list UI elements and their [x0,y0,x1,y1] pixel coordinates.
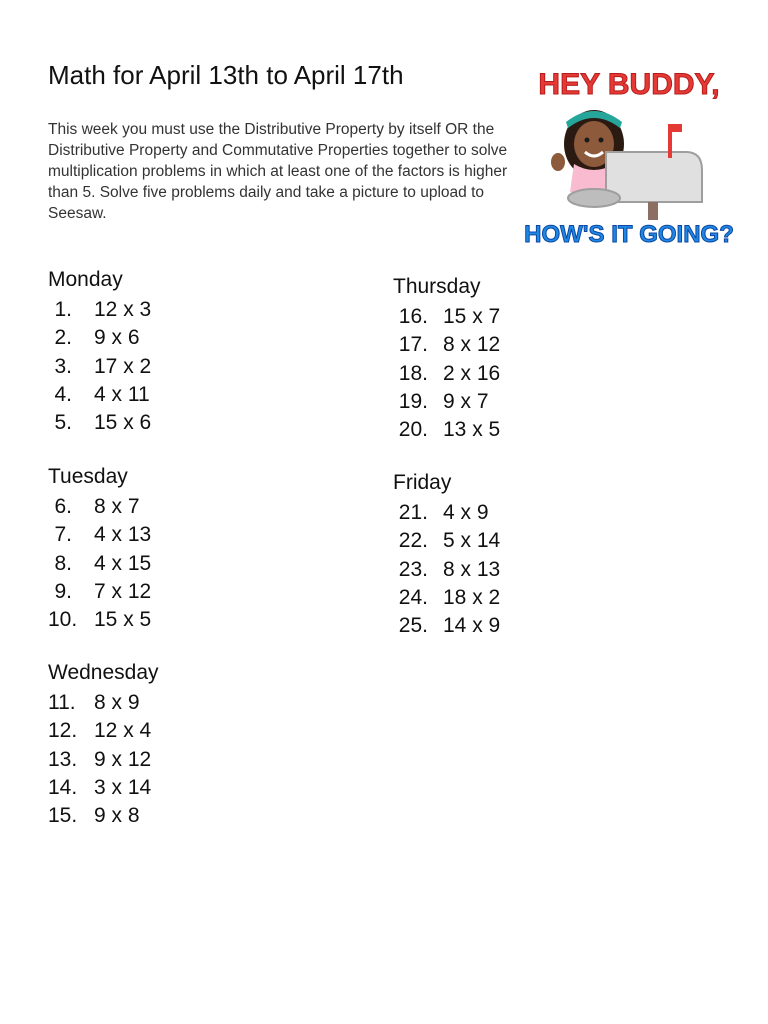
problem-number: 6. [54,495,72,518]
problem-item [48,521,151,549]
problem-number: 2. [54,326,72,350]
problem-item [393,331,500,359]
problem-number: 20. [398,418,428,442]
problem-item [48,689,159,717]
day-section-monday [48,266,151,437]
problem-number: 23. [398,557,428,581]
problem-expression: 14 x 9 [443,614,501,638]
problem-item [48,353,151,381]
problem-number: 17. [398,333,428,357]
problem-item [393,527,500,555]
problem-expression: 5 x 14 [443,529,501,553]
problem-expression: 15 x 7 [443,305,501,328]
problem-expression: 4 x 15 [94,551,152,575]
problem-item [393,303,500,331]
problem-item [48,606,151,634]
problem-expression: 4 x 13 [94,523,152,547]
problem-expression: 18 x 2 [443,585,501,609]
problem-item [393,499,500,527]
problem-number: 8. [54,551,72,575]
problem-item [48,324,151,352]
problem-number: 12. [48,719,78,743]
problem-number: 21. [398,501,428,524]
problem-number: 11. [48,691,76,714]
problem-number: 22. [398,529,428,553]
problem-item [48,493,151,521]
problem-item [393,388,500,416]
problem-number: 24. [398,585,428,609]
problem-expression: 8 x 12 [443,333,501,357]
problem-expression: 9 x 8 [94,804,140,828]
day-heading: Wednesday [48,661,159,684]
bitmoji-mailbox-sticker-icon [524,52,734,252]
problem-item [48,746,159,774]
problem-expression: 2 x 16 [443,361,501,385]
problem-number: 9. [54,579,72,603]
page-title: Math for April 13th to April 17th [48,60,404,90]
problem-number: 5. [54,411,72,435]
problem-item [48,717,159,745]
problem-number: 25. [398,614,428,638]
problem-item [393,360,500,388]
problem-expression: 8 x 7 [94,495,140,518]
problem-item [393,416,500,444]
instructions-paragraph: This week you must use the Distributive Property by itself OR the Distributive Property and Commutative Properties together to solve multiplication problems in which at least one of the factors is higher than 5. Solve five problems daily and take a picture to upload to Seesaw. [48,121,508,222]
day-section-thursday [393,273,500,444]
problem-number: 14. [48,775,78,799]
problem-expression: 4 x 11 [94,382,150,406]
problem-expression: 15 x 6 [94,411,152,435]
problem-expression: 3 x 14 [94,775,152,799]
problem-expression: 17 x 2 [94,354,152,378]
problem-number: 16. [398,305,428,328]
day-section-tuesday [48,463,151,634]
problem-expression: 9 x 12 [94,747,152,771]
problem-expression: 9 x 6 [94,326,140,350]
day-heading: Thursday [393,275,481,298]
problem-expression: 12 x 3 [94,298,152,321]
problem-number: 1. [54,298,72,321]
day-section-wednesday [48,659,159,830]
problem-expression: 7 x 12 [94,579,152,603]
problem-item [48,409,151,437]
problem-number: 19. [398,389,428,413]
problem-number: 13. [48,747,78,771]
problem-item [48,381,151,409]
problem-number: 15. [48,804,78,828]
problem-item [393,556,500,584]
problem-number: 10. [48,608,78,632]
problem-expression: 15 x 5 [94,608,152,632]
problem-expression: 13 x 5 [443,418,501,442]
day-heading: Monday [48,268,123,291]
problem-expression: 12 x 4 [94,719,152,743]
problem-number: 4. [54,382,72,406]
problem-number: 18. [398,361,428,385]
problem-item [48,774,159,802]
problem-item [48,802,159,830]
problem-number: 3. [54,354,72,378]
problem-item [48,296,151,324]
day-heading: Tuesday [48,465,128,488]
day-section-friday [393,469,500,640]
problem-item [48,578,151,606]
problem-expression: 8 x 13 [443,557,501,581]
sticker-bottom-text: HOW'S IT GOING? [524,221,734,248]
problem-number: 7. [54,523,72,547]
problem-item [393,584,500,612]
problem-expression: 4 x 9 [443,501,489,524]
problem-item [393,612,500,640]
problem-item [48,550,151,578]
sticker-top-text: HEY BUDDY, [538,68,720,101]
day-heading: Friday [393,471,452,494]
problem-expression: 8 x 9 [94,691,140,714]
problem-expression: 9 x 7 [443,389,489,413]
